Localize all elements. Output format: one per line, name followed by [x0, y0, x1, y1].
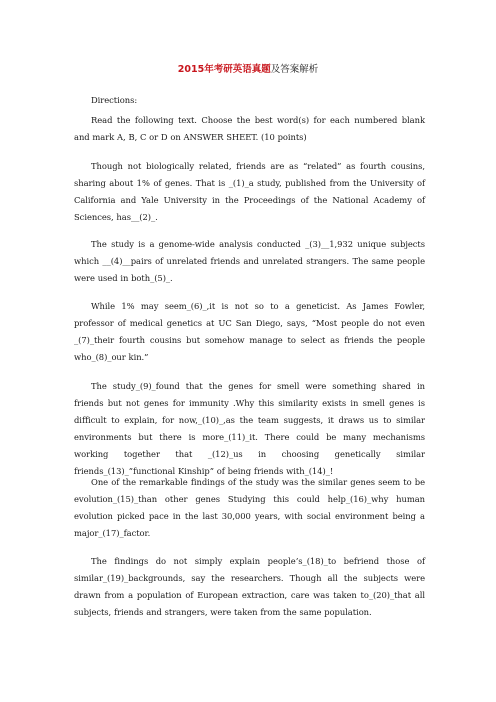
directions-label: Directions: [91, 95, 138, 105]
passage-paragraph-1: Though not biologically related, friends are as “related” as fourth cousins, sharing about 1% of genes. That is _(1)_a study, published from the University of California and Yale University in the Proceedings of the National Academy of Sciences, has__(2)_. [74, 161, 425, 222]
instructions-paragraph: Read the following text. Choose the best word(s) for each numbered blank and mark A, B, C or D on ANSWER SHEET. (10 points) [74, 115, 425, 142]
title-red-part: 2015年考研英语真题 [177, 64, 271, 75]
document-title [0, 63, 496, 76]
passage-paragraph-2: The study is a genome-wide analysis conducted _(3)__1,932 unique subjects which __(4)__pairs of unrelated friends and unrelated strangers. The same people were used in both_(5)_. [74, 239, 425, 283]
passage-paragraph-5: One of the remarkable findings of the study was the similar genes seem to be evolution_(15)_than other genes Studying this could help_(16)_why human evolution picked pace in the last 30,000 years, with social environment being a major_(17)_factor. [74, 477, 425, 538]
passage-paragraph-3: While 1% may seem_(6)_,it is not so to a geneticist. As James Fowler, professor of medical genetics at UC San Diego, says, “Most people do not even _(7)_their fourth cousins but somehow manage to select as friends the people who_(8)_our kin.” [74, 301, 425, 362]
title-plain-part: 及答案解析 [270, 64, 319, 75]
passage-paragraph-6: The findings do not simply explain people’s_(18)_to befriend those of similar_(19)_backgrounds, say the researchers. Though all the subjects were drawn from a population of European extraction, care was taken to_(20)_that all subjects, friends and strangers, were taken from the same population. [74, 556, 425, 617]
passage-paragraph-4: The study_(9)_found that the genes for smell were something shared in friends but not genes for immunity .Why this similarity exists in smell genes is difficult to explain, for now,_(10)_,as the team suggests, it draws us to similar environments but there is more_(11)_it. There could be many mechanisms working together that _(12)_us in choosing genetically similar friends_(13)_”functional Kinship” of being friends with_(14)_! [74, 381, 425, 476]
